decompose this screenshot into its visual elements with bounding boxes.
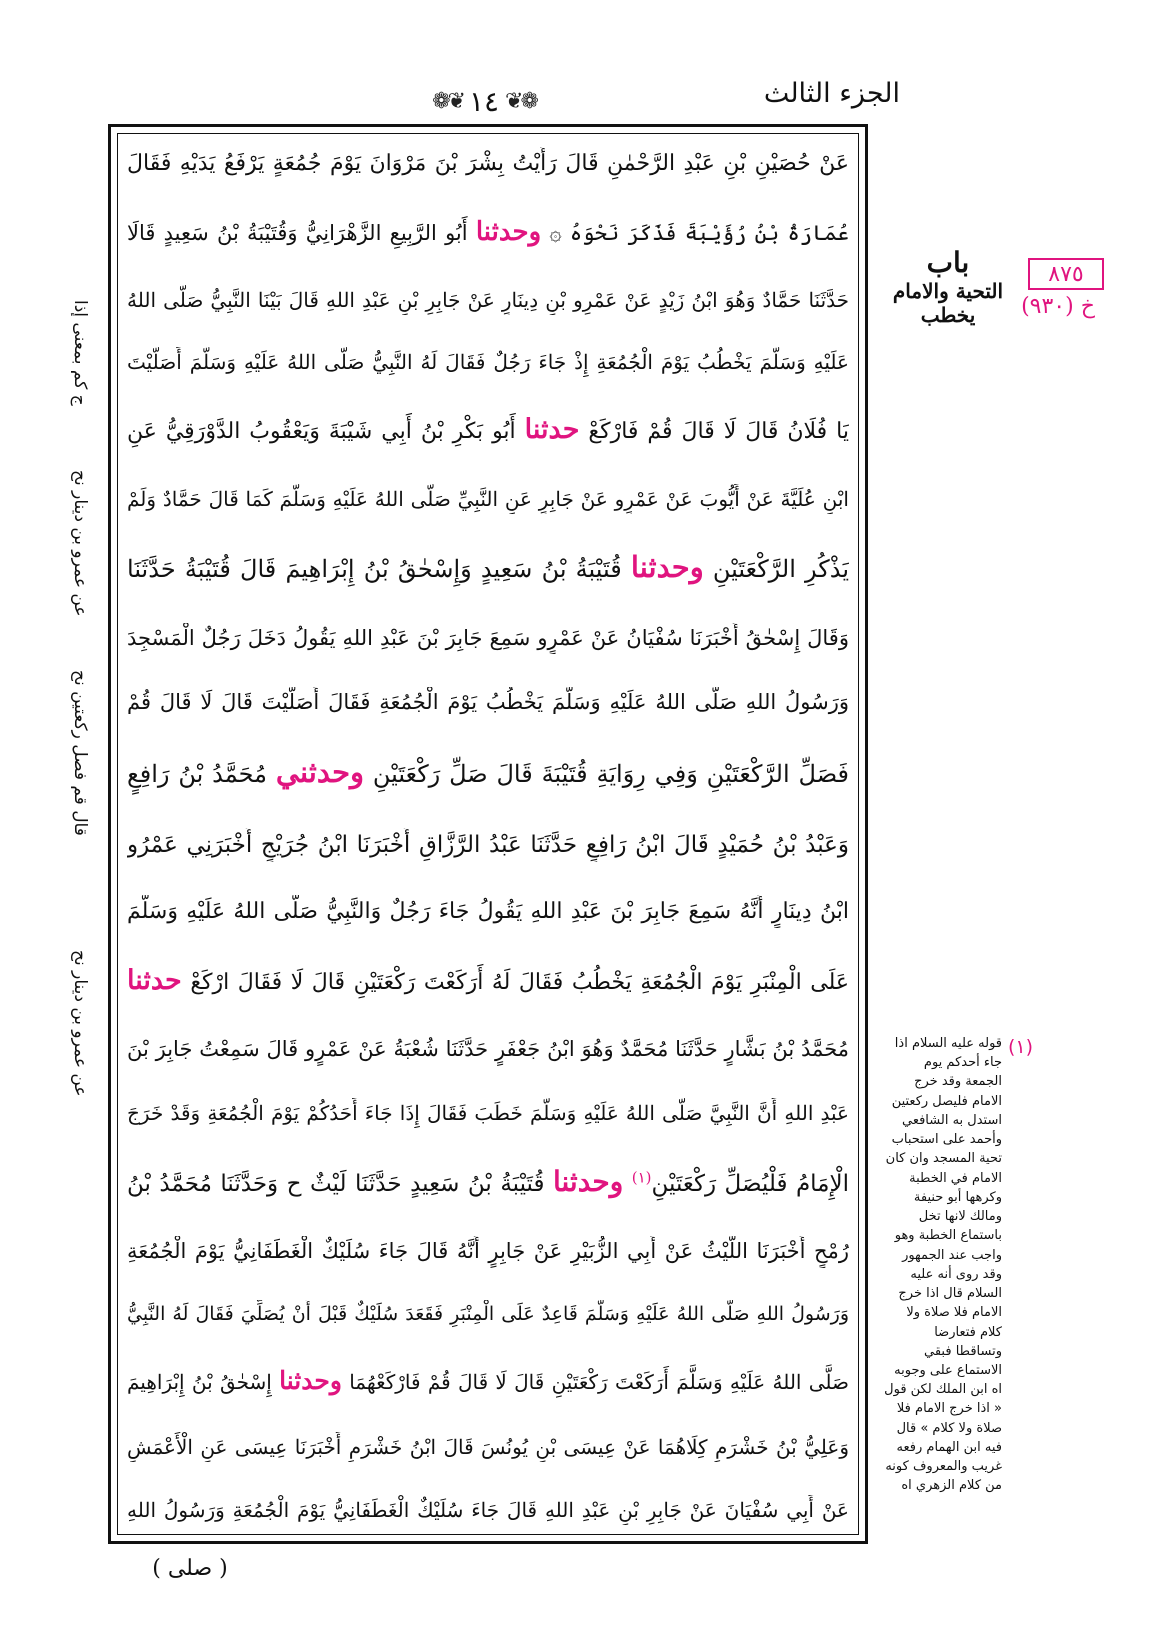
line-text: يَذْكُرِ الرَّكْعَتَيْنِ (712, 555, 849, 584)
line-text: فَصَلِّ الرَّكْعَتَيْنِ وَفِي رِوَايَةِ قُتَيْبَةَ قَالَ صَلِّ رَكْعَتَيْنِ (372, 760, 849, 789)
margin-note: عن عمرو بن دينار نح (70, 950, 90, 1097)
text-line (127, 895, 849, 928)
line-text: وَعَلِيُّ بْنُ خَشْرَمٍ كِلَاهُمَا عَنْ عِيسَى بْنِ يُونُسَ قَالَ ابْنُ خَشْرَمٍ أَخْبَرَنَا عِيسَى عَنِ الْأَعْمَشِ (127, 1434, 849, 1459)
line-text: عَنْ حُصَيْنِ بْنِ عَبْدِ الرَّحْمٰنِ قَالَ رَأَيْتُ بِشْرَ بْنَ مَرْوَانَ يَوْمَ جُمُعَةٍ يَرْفَعُ يَدَيْهِ فَقَالَ (127, 151, 849, 176)
text-line (127, 1432, 849, 1462)
text-line (127, 623, 849, 655)
line-text: مُحَمَّدُ بْنُ بَشَّارٍ حَدَّثَنَا مُحَمَّدٌ وَهُوَ ابْنُ جَعْفَرٍ حَدَّثَنَا شُعْبَةُ عَنْ عَمْرٍو قَالَ سَمِعْتُ جَابِرَ بْنَ (127, 1037, 849, 1062)
line-text: صَلَّى اللهُ عَلَيْهِ وَسَلَّمَ أَرَكَعْتَ رَكْعَتَيْنِ قَالَ لَا قَالَ قُمْ فَارْكَعْهُمَا (349, 1369, 849, 1394)
line-text: عَلَيْهِ وَسَلَّمَ يَخْطُبُ يَوْمَ الْجُمُعَةِ إِذْ جَاءَ رَجُلٌ فَقَالَ لَهُ النَّبِيُّ صَلَّى اللهُ عَلَيْهِ وَسَلَّمَ أَصَلَّيْتَ (127, 350, 849, 375)
text-line (127, 546, 849, 590)
inline-footnote-marker: (١) (631, 1168, 652, 1187)
line-text: قُتَيْبَةُ بْنُ سَعِيدٍ حَدَّثَنَا لَيْثٌ ح وَحَدَّثَنَا مُحَمَّدُ بْنُ (127, 1171, 545, 1198)
line-text: قُتَيْبَةُ بْنُ سَعِيدٍ وَإِسْحٰقُ بْنُ إِبْرَاهِيمَ قَالَ قُتَيْبَةُ حَدَّثَنَا (127, 555, 622, 584)
narration-keyword: حدثنا (127, 964, 182, 996)
text-line (127, 961, 849, 1002)
margin-note: عن عمرو بن دينار نح (70, 470, 90, 617)
line-text: إِسْحٰقُ بْنُ إِبْرَاهِيمَ (127, 1369, 272, 1394)
text-line (127, 410, 849, 451)
page-number-value: ١٤ (468, 84, 500, 118)
text-line (127, 147, 849, 180)
footnote-text: قوله عليه السلام اذا جاء أحدكم يوم الجمعة وقد خرج الامام فليصل ركعتين استدل به الشافعي وأحمد على استحباب تحية المسجد وان كان الامام في الخطبة وكرهها أبو حنيفة ومالك لانها تخل باستماع الخطبة وهو واجب عند الجمهور وقد روى أنه عليه السلام قال اذا خرج الامام فلا صلاة ولا كلام فتعارضا وتساقطا فبقي الاستماع على وجوبه اه ابن الملك لكن قول « اذا خرج الامام فلا صلاة ولا كلام » قال فيه ابن الهمام رفعه غريب والمعروف كونه من كلام الزهري اه (884, 1036, 1002, 1494)
text-line (127, 213, 849, 252)
narration-keyword: وحدثنا (552, 1165, 624, 1199)
narration-keyword: وحدثنا (630, 550, 704, 585)
chapter-cross-ref: خ (٩٣٠) (1021, 294, 1095, 319)
text-line (127, 1362, 849, 1400)
text-line (127, 1495, 849, 1525)
text-line (127, 1098, 849, 1128)
footnote-marker: (١) (1008, 1036, 1034, 1058)
page-number (418, 86, 550, 116)
chapter-heading (874, 248, 1022, 327)
line-text: عَلَى الْمِنْبَرِ يَوْمَ الْجُمُعَةِ يَخْطُبُ فَقَالَ لَهُ أَرَكَعْتَ رَكْعَتَيْنِ قَالَ لَا فَقَالَ ارْكَعْ (190, 969, 849, 995)
text-line (127, 347, 849, 377)
part-title: الجزء الثالث (763, 78, 900, 109)
line-text: ابْنِ عُلَيَّةَ عَنْ أَيُّوبَ عَنْ عَمْرٍو عَنْ جَابِرٍ عَنِ النَّبِيِّ صَلَّى اللهُ عَلَيْهِ وَسَلَّمَ كَمَا قَالَ حَمَّادٌ وَلَمْ (127, 486, 849, 511)
text-line (127, 1161, 849, 1203)
ornament-icon: ❦❁ (505, 88, 536, 114)
line-text: وَعَبْدُ بْنُ حُمَيْدٍ قَالَ ابْنُ رَافِعٍ حَدَّثَنَا عَبْدُ الرَّزَّاقِ أَخْبَرَنَا ابْنُ جُرَيْجٍ أَخْبَرَنِي عَمْرُو (127, 831, 849, 858)
text-line (127, 1300, 849, 1329)
text-frame (108, 124, 868, 1544)
line-text: عَبْدِ اللهِ أَنَّ النَّبِيَّ صَلَّى اللهُ عَلَيْهِ وَسَلَّمَ خَطَبَ فَقَالَ إِذَا جَاءَ أَحَدُكُمْ يَوْمَ الْجُمُعَةِ وَقَدْ خَرَجَ (127, 1101, 849, 1126)
line-text: أَبُو بَكْرِ بْنُ أَبِي شَيْبَةَ وَيَعْقُوبُ الدَّوْرَقِيُّ عَنِ (127, 419, 516, 445)
text-line (127, 1236, 849, 1268)
chapter-word: باب (926, 246, 970, 279)
chapter-title: التحية والامام يخطب (892, 278, 1004, 327)
line-text: ابْنُ دِينَارٍ أَنَّهُ سَمِعَ جَابِرَ بْنَ عَبْدِ اللهِ يَقُولُ جَاءَ رَجُلٌ وَالنَّبِيُّ صَلَّى اللهُ عَلَيْهِ وَسَلَّمَ (127, 898, 849, 924)
line-text: رُمْحٍ أَخْبَرَنَا اللَّيْثُ عَنْ أَبِي الزُّبَيْرِ عَنْ جَابِرٍ أَنَّهُ قَالَ جَاءَ سُلَيْكٌ الْغَطَفَانِيُّ يَوْمَ الْجُمُعَةِ (127, 1239, 849, 1263)
line-text: وَقَالَ إِسْحٰقُ أَخْبَرَنَا سُفْيَانُ عَنْ عَمْرٍو سَمِعَ جَابِرَ بْنَ عَبْدِ اللهِ يَقُولُ دَخَلَ رَجُلٌ الْمَسْجِدَ (127, 625, 849, 650)
margin-note: ج كم بمعنى إذا (70, 300, 90, 406)
margin-note: قال قم فصل ركعتين نح (70, 670, 90, 836)
line-text: وَرَسُولُ اللهِ صَلَّى اللهُ عَلَيْهِ وَسَلَّمَ يَخْطُبُ يَوْمَ الْجُمُعَةِ فَقَالَ أَصَلَّيْتَ قَالَ لَا قَالَ قُمْ (127, 690, 849, 714)
narration-keyword: وحدثني (275, 755, 365, 790)
narration-keyword: وحدثنا (279, 1365, 342, 1395)
text-line (127, 285, 849, 315)
hadith-text (127, 147, 849, 1525)
text-line (127, 687, 849, 719)
catchword: ( صلى ) (152, 1556, 228, 1581)
line-text: حَدَّثَنَا حَمَّادٌ وَهُوَ ابْنُ زَيْدٍ عَنْ عَمْرِو بْنِ دِينَارٍ عَنْ جَابِرِ بْنِ عَبْدِ اللهِ قَالَ بَيْنَا النَّبِيُّ صَلَّى اللهُ (127, 287, 849, 312)
text-line (127, 1034, 849, 1066)
ornament-icon: ❁❦ (432, 88, 463, 114)
margin-notes (40, 300, 90, 1440)
text-line (127, 484, 849, 514)
line-text: الْإِمَامُ فَلْيُصَلِّ رَكْعَتَيْنِ (651, 1171, 849, 1198)
line-text: وَرَسُولُ اللهِ صَلَّى اللهُ عَلَيْهِ وَسَلَّمَ قَاعِدٌ عَلَى الْمِنْبَرِ فَقَعَدَ سُلَيْكٌ قَبْلَ أَنْ يُصَلِّيَ فَقَالَ لَهُ النَّبِيُّ (127, 1303, 849, 1326)
line-text: عُمَارَةُ بْنُ رُؤَيْبَةَ فَذَكَرَ نَحْوَهُ ۞ (549, 220, 849, 245)
chapter-number: ٨٧٥ (1028, 258, 1104, 290)
line-text: أَبُو الرَّبِيعِ الزَّهْرَانِيُّ وَقُتَيْبَةُ بْنُ سَعِيدٍ قَالَا (127, 220, 468, 245)
line-text: مُحَمَّدُ بْنُ رَافِعٍ (127, 760, 267, 789)
line-text: عَنْ أَبِي سُفْيَانَ عَنْ جَابِرِ بْنِ عَبْدِ اللهِ قَالَ جَاءَ سُلَيْكٌ الْغَطَفَانِيُّ يَوْمَ الْجُمُعَةِ وَرَسُولُ اللهِ (127, 1497, 849, 1522)
text-line (127, 751, 849, 795)
narration-keyword: وحدثنا (475, 216, 542, 247)
text-line (127, 828, 849, 863)
narration-keyword: حدثنا (524, 414, 580, 446)
line-text: يَا فُلَانُ قَالَ لَا قَالَ قُمْ فَارْكَعْ (588, 419, 849, 445)
